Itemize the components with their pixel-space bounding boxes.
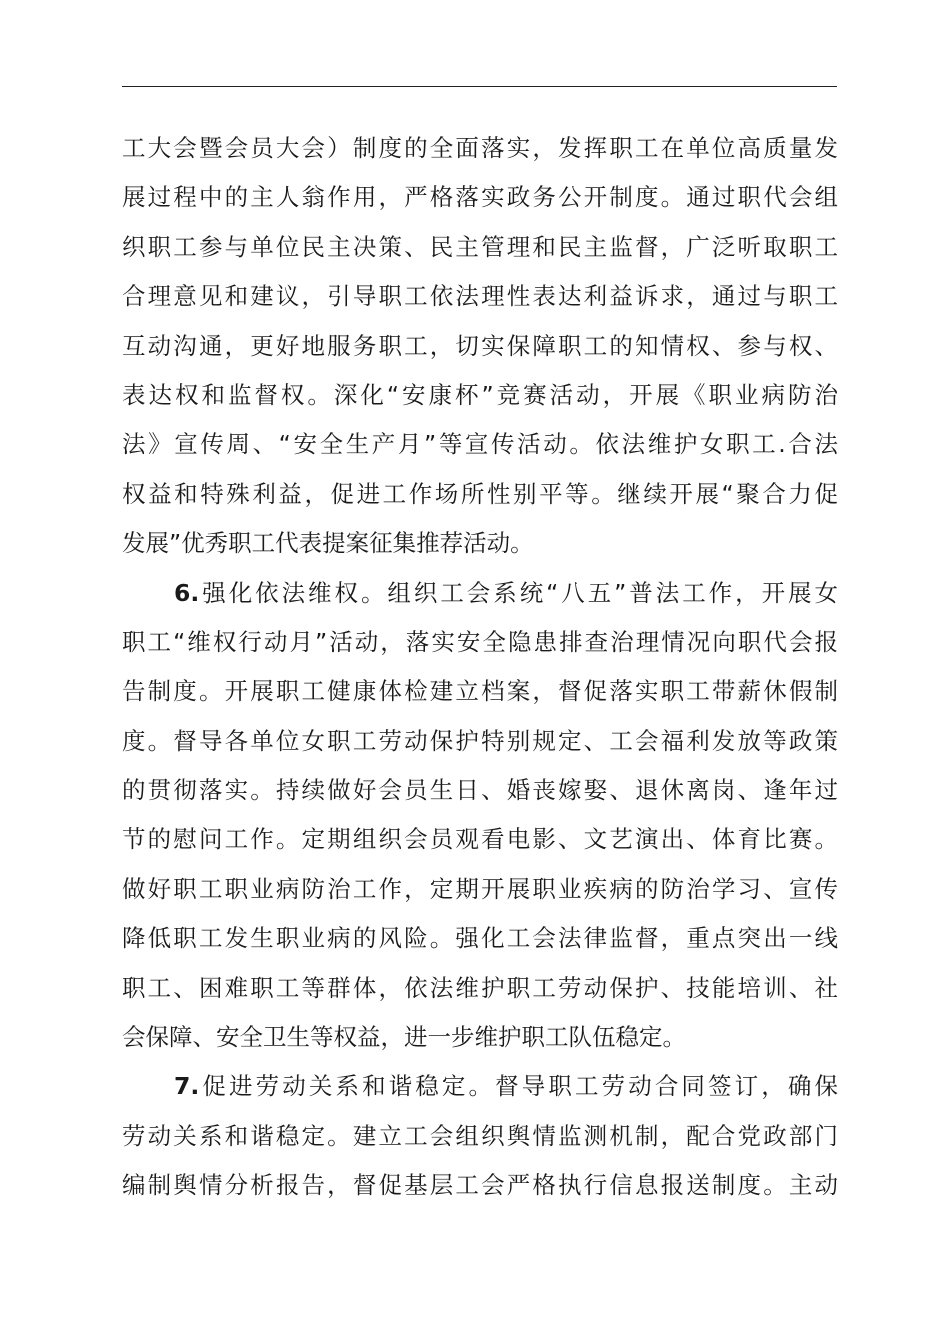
text-line: 表达权和监督权。深化“安康杯”竞赛活动，开展《职业病防治 bbox=[122, 380, 838, 409]
paragraph-item-7 bbox=[122, 1062, 838, 1210]
text-line: 做好职工职业病防治工作，定期开展职业疾病的防治学习、宣传 bbox=[122, 874, 838, 903]
text-line: 告制度。开展职工健康体检建立档案，督促落实职工带薪休假制 bbox=[122, 677, 838, 706]
text-line: 展过程中的主人翁作用，严格落实政务公开制度。通过职代会组 bbox=[122, 183, 838, 212]
text-line bbox=[122, 569, 838, 618]
text-line: 度。督导各单位女职工劳动保护特别规定、工会福利发放等政策 bbox=[122, 726, 838, 755]
text-line bbox=[122, 1062, 838, 1111]
text-line: 发展”优秀职工代表提案征集推荐活动。 bbox=[122, 529, 534, 558]
text-line: 会保障、安全卫生等权益，进一步维护职工队伍稳定。 bbox=[122, 1023, 686, 1052]
item-heading-text: 强化依法维权。组织工会系统“八五”普法工作，开展女 bbox=[199, 578, 838, 607]
text-line: 法》宣传周、“安全生产月”等宣传活动。依法维护女职工.合法 bbox=[122, 430, 838, 459]
text-line: 权益和特殊利益，促进工作场所性别平等。继续开展“聚合力促 bbox=[122, 479, 838, 508]
item-number: 6. bbox=[174, 578, 200, 607]
text-line: 工大会暨会员大会）制度的全面落实，发挥职工在单位高质量发 bbox=[122, 134, 838, 162]
text-line: 职工“维权行动月”活动，落实安全隐患排查治理情况向职代会报 bbox=[122, 627, 838, 656]
text-line: 合理意见和建议，引导职工依法理性表达利益诉求，通过与职工 bbox=[122, 282, 838, 311]
text-line: 节的慰问工作。定期组织会员观看电影、文艺演出、体育比赛。 bbox=[122, 825, 838, 854]
item-heading-text: 促进劳动关系和谐稳定。督导职工劳动合同签订，确保 bbox=[199, 1072, 838, 1101]
text-line: 的贯彻落实。持续做好会员生日、婚丧嫁娶、退休离岗、逢年过 bbox=[122, 776, 838, 805]
header-rule bbox=[122, 86, 837, 87]
paragraph-continuation bbox=[122, 124, 838, 569]
text-line: 互动沟通，更好地服务职工，切实保障职工的知情权、参与权、 bbox=[122, 331, 838, 360]
text-line: 编制舆情分析报告，督促基层工会严格执行信息报送制度。主动 bbox=[122, 1171, 838, 1200]
text-line: 职工、困难职工等群体，依法维护职工劳动保护、技能培训、社 bbox=[122, 973, 838, 1002]
item-number: 7. bbox=[174, 1072, 200, 1101]
text-line: 劳动关系和谐稳定。建立工会组织舆情监测机制，配合党政部门 bbox=[122, 1121, 838, 1150]
document-body bbox=[122, 124, 838, 1211]
text-line: 降低职工发生职业病的风险。强化工会法律监督，重点突出一线 bbox=[122, 924, 838, 953]
text-line: 织职工参与单位民主决策、民主管理和民主监督，广泛听取职工 bbox=[122, 232, 838, 261]
paragraph-item-6 bbox=[122, 569, 838, 1063]
